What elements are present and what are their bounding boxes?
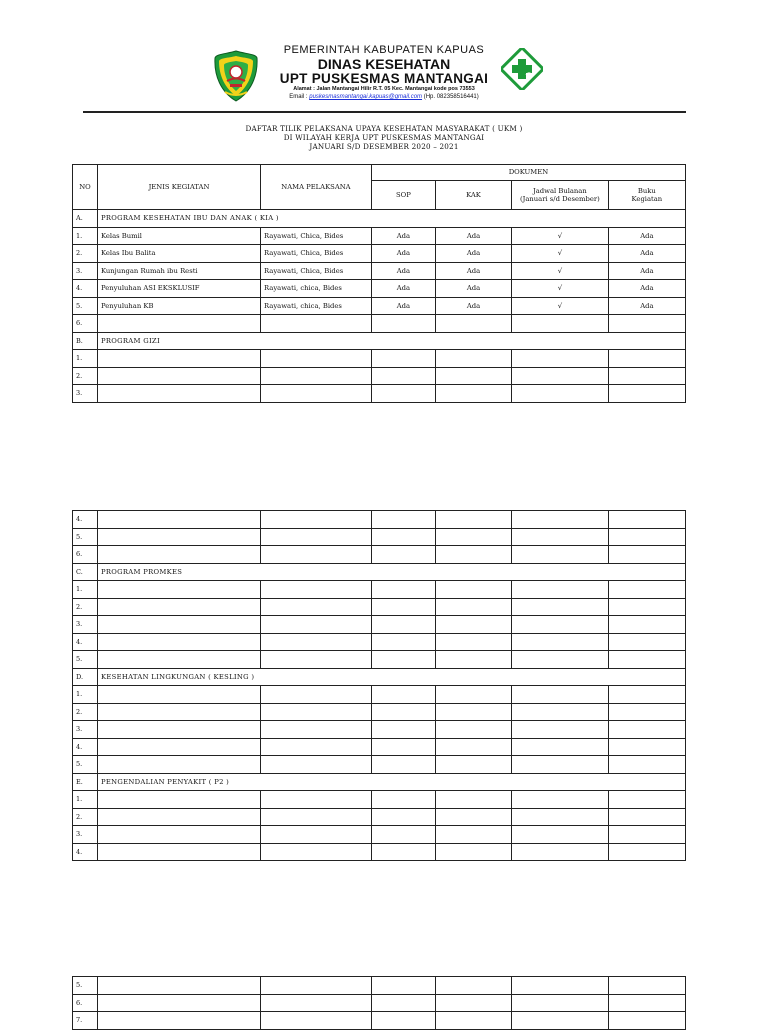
- jenis-kegiatan-cell: [97, 738, 260, 756]
- sop-cell: [371, 721, 435, 739]
- header-no: NO: [73, 165, 98, 210]
- jadwal-cell: [512, 616, 609, 634]
- section-title: PROGRAM GIZI: [97, 332, 685, 350]
- kak-cell: [436, 581, 512, 599]
- table-row: [73, 738, 686, 756]
- jadwal-cell: [512, 385, 609, 403]
- jadwal-cell: [512, 703, 609, 721]
- nama-pelaksana-cell: [261, 808, 372, 826]
- row-number: 2.: [73, 703, 98, 721]
- table-row: [73, 977, 686, 995]
- sop-cell: [371, 756, 435, 774]
- row-number: 4.: [73, 633, 98, 651]
- letterhead: [0, 0, 768, 120]
- jadwal-cell: [512, 826, 609, 844]
- table-row: [73, 1012, 686, 1030]
- jenis-kegiatan-cell: [97, 546, 260, 564]
- jenis-kegiatan-cell: [97, 721, 260, 739]
- kak-cell: [435, 315, 511, 333]
- table-row: [73, 686, 686, 704]
- header-nama-pelaksana: NAMA PELAKSANA: [261, 165, 372, 210]
- jenis-kegiatan-cell: [97, 598, 260, 616]
- nama-pelaksana-cell: Rayawati, Chica, Bides: [261, 227, 372, 245]
- row-number: 4.: [73, 738, 98, 756]
- kak-cell: [436, 616, 512, 634]
- jadwal-cell: [512, 367, 609, 385]
- row-number: 3.: [73, 616, 98, 634]
- buku-kegiatan-cell: [608, 633, 685, 651]
- table-row: [73, 367, 686, 385]
- section-title: KESEHATAN LINGKUNGAN ( KESLING ): [97, 668, 685, 686]
- sop-cell: [371, 598, 435, 616]
- jenis-kegiatan-cell: [97, 633, 260, 651]
- kak-cell: Ada: [435, 297, 511, 315]
- row-number: 3.: [73, 721, 98, 739]
- kak-cell: [436, 686, 512, 704]
- nama-pelaksana-cell: [261, 350, 372, 368]
- table-row: [73, 350, 686, 368]
- nama-pelaksana-cell: [261, 977, 372, 995]
- row-number: 2.: [73, 245, 98, 263]
- buku-kegiatan-cell: [608, 738, 685, 756]
- sop-cell: [371, 738, 435, 756]
- sop-cell: [371, 385, 435, 403]
- table-row: [73, 843, 686, 861]
- row-number: 1.: [73, 581, 98, 599]
- table-row: [73, 808, 686, 826]
- header-jadwal: [512, 180, 609, 209]
- sop-cell: Ada: [371, 280, 435, 298]
- jenis-kegiatan-cell: [97, 843, 260, 861]
- sop-cell: Ada: [371, 245, 435, 263]
- title-line-3: JANUARI S/D DESEMBER 2020 – 2021: [309, 142, 459, 151]
- jadwal-cell: [512, 633, 609, 651]
- jadwal-cell: √: [512, 280, 609, 298]
- phone: (Hp. 082358516441): [423, 94, 479, 100]
- buku-kegiatan-cell: [608, 994, 685, 1012]
- sop-cell: [371, 808, 435, 826]
- jadwal-cell: [512, 686, 609, 704]
- row-number: 2.: [73, 598, 98, 616]
- sop-cell: [371, 703, 435, 721]
- title-line-1: DAFTAR TILIK PELAKSANA UPAYA KESEHATAN MASYARAKAT ( UKM ): [245, 124, 523, 133]
- nama-pelaksana-cell: [261, 721, 372, 739]
- jenis-kegiatan-cell: [97, 581, 260, 599]
- row-number: 4.: [73, 280, 98, 298]
- kak-cell: [436, 994, 512, 1012]
- table-row: [73, 633, 686, 651]
- kak-cell: [436, 721, 512, 739]
- jenis-kegiatan-cell: [97, 808, 260, 826]
- sop-cell: [371, 616, 435, 634]
- buku-kegiatan-cell: [608, 756, 685, 774]
- kak-cell: [436, 843, 512, 861]
- row-number: 6.: [73, 315, 98, 333]
- buku-kegiatan-cell: Ada: [608, 227, 685, 245]
- section-row: [73, 773, 686, 791]
- kak-cell: Ada: [435, 245, 511, 263]
- nama-pelaksana-cell: [261, 315, 372, 333]
- sop-cell: Ada: [371, 227, 435, 245]
- sop-cell: [371, 367, 435, 385]
- table-row: [73, 651, 686, 669]
- kak-cell: [436, 1012, 512, 1030]
- row-number: 3.: [73, 385, 98, 403]
- section-letter: A.: [73, 210, 98, 228]
- checklist-table-page-2: [72, 510, 686, 861]
- row-number: 6.: [73, 994, 98, 1012]
- nama-pelaksana-cell: [261, 1012, 372, 1030]
- jenis-kegiatan-cell: [97, 756, 260, 774]
- contact-line: [0, 94, 768, 100]
- table-row: [73, 528, 686, 546]
- section-title: PROGRAM KESEHATAN IBU DAN ANAK ( KIA ): [97, 210, 685, 228]
- kak-cell: [436, 633, 512, 651]
- section-title: PROGRAM PROMKES: [97, 563, 685, 581]
- table-row: [73, 994, 686, 1012]
- section-row: [73, 210, 686, 228]
- jadwal-cell: [512, 1012, 609, 1030]
- table-row: [73, 826, 686, 844]
- nama-pelaksana-cell: [261, 703, 372, 721]
- row-number: 5.: [73, 756, 98, 774]
- buku-kegiatan-cell: [608, 1012, 685, 1030]
- nama-pelaksana-cell: [261, 843, 372, 861]
- table-body-1: [73, 210, 686, 403]
- row-number: 4.: [73, 843, 98, 861]
- title-line-2: DI WILAYAH KERJA UPT PUSKESMAS MANTANGAI: [283, 133, 485, 142]
- nama-pelaksana-cell: Rayawati, Chica, Bides: [261, 245, 372, 263]
- kak-cell: [436, 511, 512, 529]
- buku-kegiatan-cell: Ada: [608, 262, 685, 280]
- jadwal-cell: [512, 843, 609, 861]
- table-body-3: [73, 977, 686, 1030]
- sop-cell: [371, 1012, 435, 1030]
- kak-cell: [436, 738, 512, 756]
- kak-cell: [436, 808, 512, 826]
- checklist-table-page-3: [72, 976, 686, 1030]
- jenis-kegiatan-cell: [97, 791, 260, 809]
- header-jenis-kegiatan: JENIS KEGIATAN: [97, 165, 260, 210]
- email-link[interactable]: puskesmasmantangai.kapuas@gmail.com: [309, 94, 423, 100]
- header-divider: [83, 111, 686, 113]
- buku-kegiatan-cell: [608, 385, 685, 403]
- jadwal-cell: [512, 791, 609, 809]
- row-number: 5.: [73, 977, 98, 995]
- buku-kegiatan-cell: [608, 511, 685, 529]
- section-letter: B.: [73, 332, 98, 350]
- table-row: [73, 546, 686, 564]
- kak-cell: [436, 756, 512, 774]
- table-row: [73, 581, 686, 599]
- jenis-kegiatan-cell: [97, 686, 260, 704]
- table-body-2: [73, 511, 686, 861]
- section-row: [73, 332, 686, 350]
- jadwal-cell: √: [512, 262, 609, 280]
- nama-pelaksana-cell: [261, 581, 372, 599]
- table-row: [73, 280, 686, 298]
- row-number: 7.: [73, 1012, 98, 1030]
- nama-pelaksana-cell: [261, 651, 372, 669]
- puskesmas-cross-icon: [501, 48, 543, 90]
- nama-pelaksana-cell: Rayawati, chica, Bides: [261, 297, 372, 315]
- jadwal-cell: [512, 581, 609, 599]
- buku-kegiatan-cell: [608, 581, 685, 599]
- buku-kegiatan-cell: Ada: [608, 297, 685, 315]
- nama-pelaksana-cell: [261, 385, 372, 403]
- jenis-kegiatan-cell: [97, 826, 260, 844]
- buku-kegiatan-cell: [608, 721, 685, 739]
- header-buku-line-1: Buku: [637, 186, 656, 195]
- kak-cell: [436, 977, 512, 995]
- table-row: [73, 721, 686, 739]
- sop-cell: [371, 651, 435, 669]
- table-row: [73, 756, 686, 774]
- nama-pelaksana-cell: [261, 738, 372, 756]
- row-number: 3.: [73, 262, 98, 280]
- nama-pelaksana-cell: [261, 546, 372, 564]
- sop-cell: [371, 528, 435, 546]
- section-letter: D.: [73, 668, 98, 686]
- kak-cell: Ada: [435, 227, 511, 245]
- section-letter: C.: [73, 563, 98, 581]
- jenis-kegiatan-cell: [97, 367, 260, 385]
- sop-cell: [371, 843, 435, 861]
- document-title: [0, 124, 768, 151]
- jenis-kegiatan-cell: [97, 994, 260, 1012]
- jadwal-cell: [512, 528, 609, 546]
- header-jadwal-line-1: Jadwal Bulanan: [533, 186, 587, 195]
- buku-kegiatan-cell: [608, 686, 685, 704]
- section-row: [73, 668, 686, 686]
- buku-kegiatan-cell: [608, 616, 685, 634]
- buku-kegiatan-cell: [608, 651, 685, 669]
- jenis-kegiatan-cell: Kelas Bumil: [97, 227, 260, 245]
- department-name: DINAS KESEHATAN: [317, 56, 451, 72]
- jadwal-cell: √: [512, 245, 609, 263]
- row-number: 1.: [73, 791, 98, 809]
- buku-kegiatan-cell: [608, 703, 685, 721]
- buku-kegiatan-cell: [608, 843, 685, 861]
- nama-pelaksana-cell: [261, 826, 372, 844]
- jadwal-cell: [512, 808, 609, 826]
- unit-name: UPT PUSKESMAS MANTANGAI: [279, 71, 489, 86]
- table-row: [73, 315, 686, 333]
- section-letter: E.: [73, 773, 98, 791]
- row-number: 5.: [73, 528, 98, 546]
- jadwal-cell: [512, 977, 609, 995]
- row-number: 1.: [73, 350, 98, 368]
- jenis-kegiatan-cell: [97, 528, 260, 546]
- address: Alamat : Jalan Mantangai Hilir R.T. 05 Kec. Mantangai kode pos 73553: [293, 86, 475, 92]
- table-row: [73, 262, 686, 280]
- header-dokumen: DOKUMEN: [371, 165, 685, 181]
- jadwal-cell: [512, 738, 609, 756]
- jenis-kegiatan-cell: [97, 511, 260, 529]
- sop-cell: [371, 546, 435, 564]
- jenis-kegiatan-cell: Kelas Ibu Balita: [97, 245, 260, 263]
- kak-cell: [435, 367, 511, 385]
- kak-cell: [436, 528, 512, 546]
- sop-cell: [371, 315, 435, 333]
- government-name: PEMERINTAH KABUPATEN KAPUAS: [283, 44, 485, 56]
- sop-cell: [371, 633, 435, 651]
- buku-kegiatan-cell: [608, 977, 685, 995]
- table-row: [73, 227, 686, 245]
- jenis-kegiatan-cell: [97, 1012, 260, 1030]
- sop-cell: [371, 581, 435, 599]
- jadwal-cell: [512, 546, 609, 564]
- sop-cell: [371, 791, 435, 809]
- kak-cell: [436, 826, 512, 844]
- nama-pelaksana-cell: Rayawati, Chica, Bides: [261, 262, 372, 280]
- buku-kegiatan-cell: [608, 315, 685, 333]
- section-title: PENGENDALIAN PENYAKIT ( P2 ): [97, 773, 685, 791]
- jenis-kegiatan-cell: [97, 616, 260, 634]
- row-number: 3.: [73, 826, 98, 844]
- jadwal-cell: √: [512, 297, 609, 315]
- row-number: 5.: [73, 297, 98, 315]
- email-label: Email :: [289, 94, 308, 100]
- sop-cell: Ada: [371, 262, 435, 280]
- buku-kegiatan-cell: Ada: [608, 280, 685, 298]
- jadwal-cell: [512, 756, 609, 774]
- row-number: 1.: [73, 686, 98, 704]
- buku-kegiatan-cell: [608, 808, 685, 826]
- jenis-kegiatan-cell: [97, 977, 260, 995]
- section-row: [73, 563, 686, 581]
- table-row: [73, 791, 686, 809]
- buku-kegiatan-cell: [608, 791, 685, 809]
- buku-kegiatan-cell: [608, 367, 685, 385]
- row-number: 4.: [73, 511, 98, 529]
- kak-cell: Ada: [435, 280, 511, 298]
- jenis-kegiatan-cell: [97, 350, 260, 368]
- kak-cell: [436, 651, 512, 669]
- jadwal-cell: [512, 994, 609, 1012]
- jadwal-cell: [512, 598, 609, 616]
- table-row: [73, 245, 686, 263]
- row-number: 2.: [73, 367, 98, 385]
- header-sop: SOP: [371, 180, 435, 209]
- table-row: [73, 385, 686, 403]
- row-number: 1.: [73, 227, 98, 245]
- nama-pelaksana-cell: Rayawati, chica, Bides: [261, 280, 372, 298]
- row-number: 2.: [73, 808, 98, 826]
- sop-cell: [371, 994, 435, 1012]
- table-row: [73, 511, 686, 529]
- sop-cell: [371, 826, 435, 844]
- nama-pelaksana-cell: [261, 756, 372, 774]
- nama-pelaksana-cell: [261, 598, 372, 616]
- jadwal-cell: [512, 651, 609, 669]
- nama-pelaksana-cell: [261, 616, 372, 634]
- row-number: 6.: [73, 546, 98, 564]
- kak-cell: Ada: [435, 262, 511, 280]
- header-buku-line-2: Kegiatan: [631, 194, 663, 203]
- buku-kegiatan-cell: [608, 546, 685, 564]
- table-row: [73, 598, 686, 616]
- sop-cell: Ada: [371, 297, 435, 315]
- jadwal-cell: [512, 511, 609, 529]
- kak-cell: [436, 598, 512, 616]
- header-kak: KAK: [435, 180, 511, 209]
- kak-cell: [436, 791, 512, 809]
- jadwal-cell: [512, 721, 609, 739]
- nama-pelaksana-cell: [261, 791, 372, 809]
- jadwal-cell: [512, 315, 609, 333]
- header-buku: [608, 180, 685, 209]
- buku-kegiatan-cell: [608, 826, 685, 844]
- kak-cell: [436, 703, 512, 721]
- kak-cell: [435, 350, 511, 368]
- buku-kegiatan-cell: [608, 528, 685, 546]
- nama-pelaksana-cell: [261, 686, 372, 704]
- jenis-kegiatan-cell: [97, 315, 260, 333]
- row-number: 5.: [73, 651, 98, 669]
- kak-cell: [436, 546, 512, 564]
- nama-pelaksana-cell: [261, 511, 372, 529]
- buku-kegiatan-cell: Ada: [608, 245, 685, 263]
- table-row: [73, 703, 686, 721]
- kak-cell: [435, 385, 511, 403]
- buku-kegiatan-cell: [608, 350, 685, 368]
- jenis-kegiatan-cell: [97, 385, 260, 403]
- sop-cell: [371, 686, 435, 704]
- buku-kegiatan-cell: [608, 598, 685, 616]
- header-jadwal-line-2: (Januari s/d Desember): [519, 194, 600, 203]
- sop-cell: [371, 511, 435, 529]
- nama-pelaksana-cell: [261, 528, 372, 546]
- nama-pelaksana-cell: [261, 367, 372, 385]
- jadwal-cell: [512, 350, 609, 368]
- jenis-kegiatan-cell: Kunjungan Rumah ibu Resti: [97, 262, 260, 280]
- table-row: [73, 616, 686, 634]
- jadwal-cell: √: [512, 227, 609, 245]
- nama-pelaksana-cell: [261, 633, 372, 651]
- sop-cell: [371, 977, 435, 995]
- nama-pelaksana-cell: [261, 994, 372, 1012]
- jenis-kegiatan-cell: [97, 703, 260, 721]
- jenis-kegiatan-cell: [97, 651, 260, 669]
- checklist-table-page-1: [72, 164, 686, 403]
- sop-cell: [371, 350, 435, 368]
- jenis-kegiatan-cell: Penyuluhan ASI EKSKLUSIF: [97, 280, 260, 298]
- table-row: [73, 297, 686, 315]
- jenis-kegiatan-cell: Penyuluhan KB: [97, 297, 260, 315]
